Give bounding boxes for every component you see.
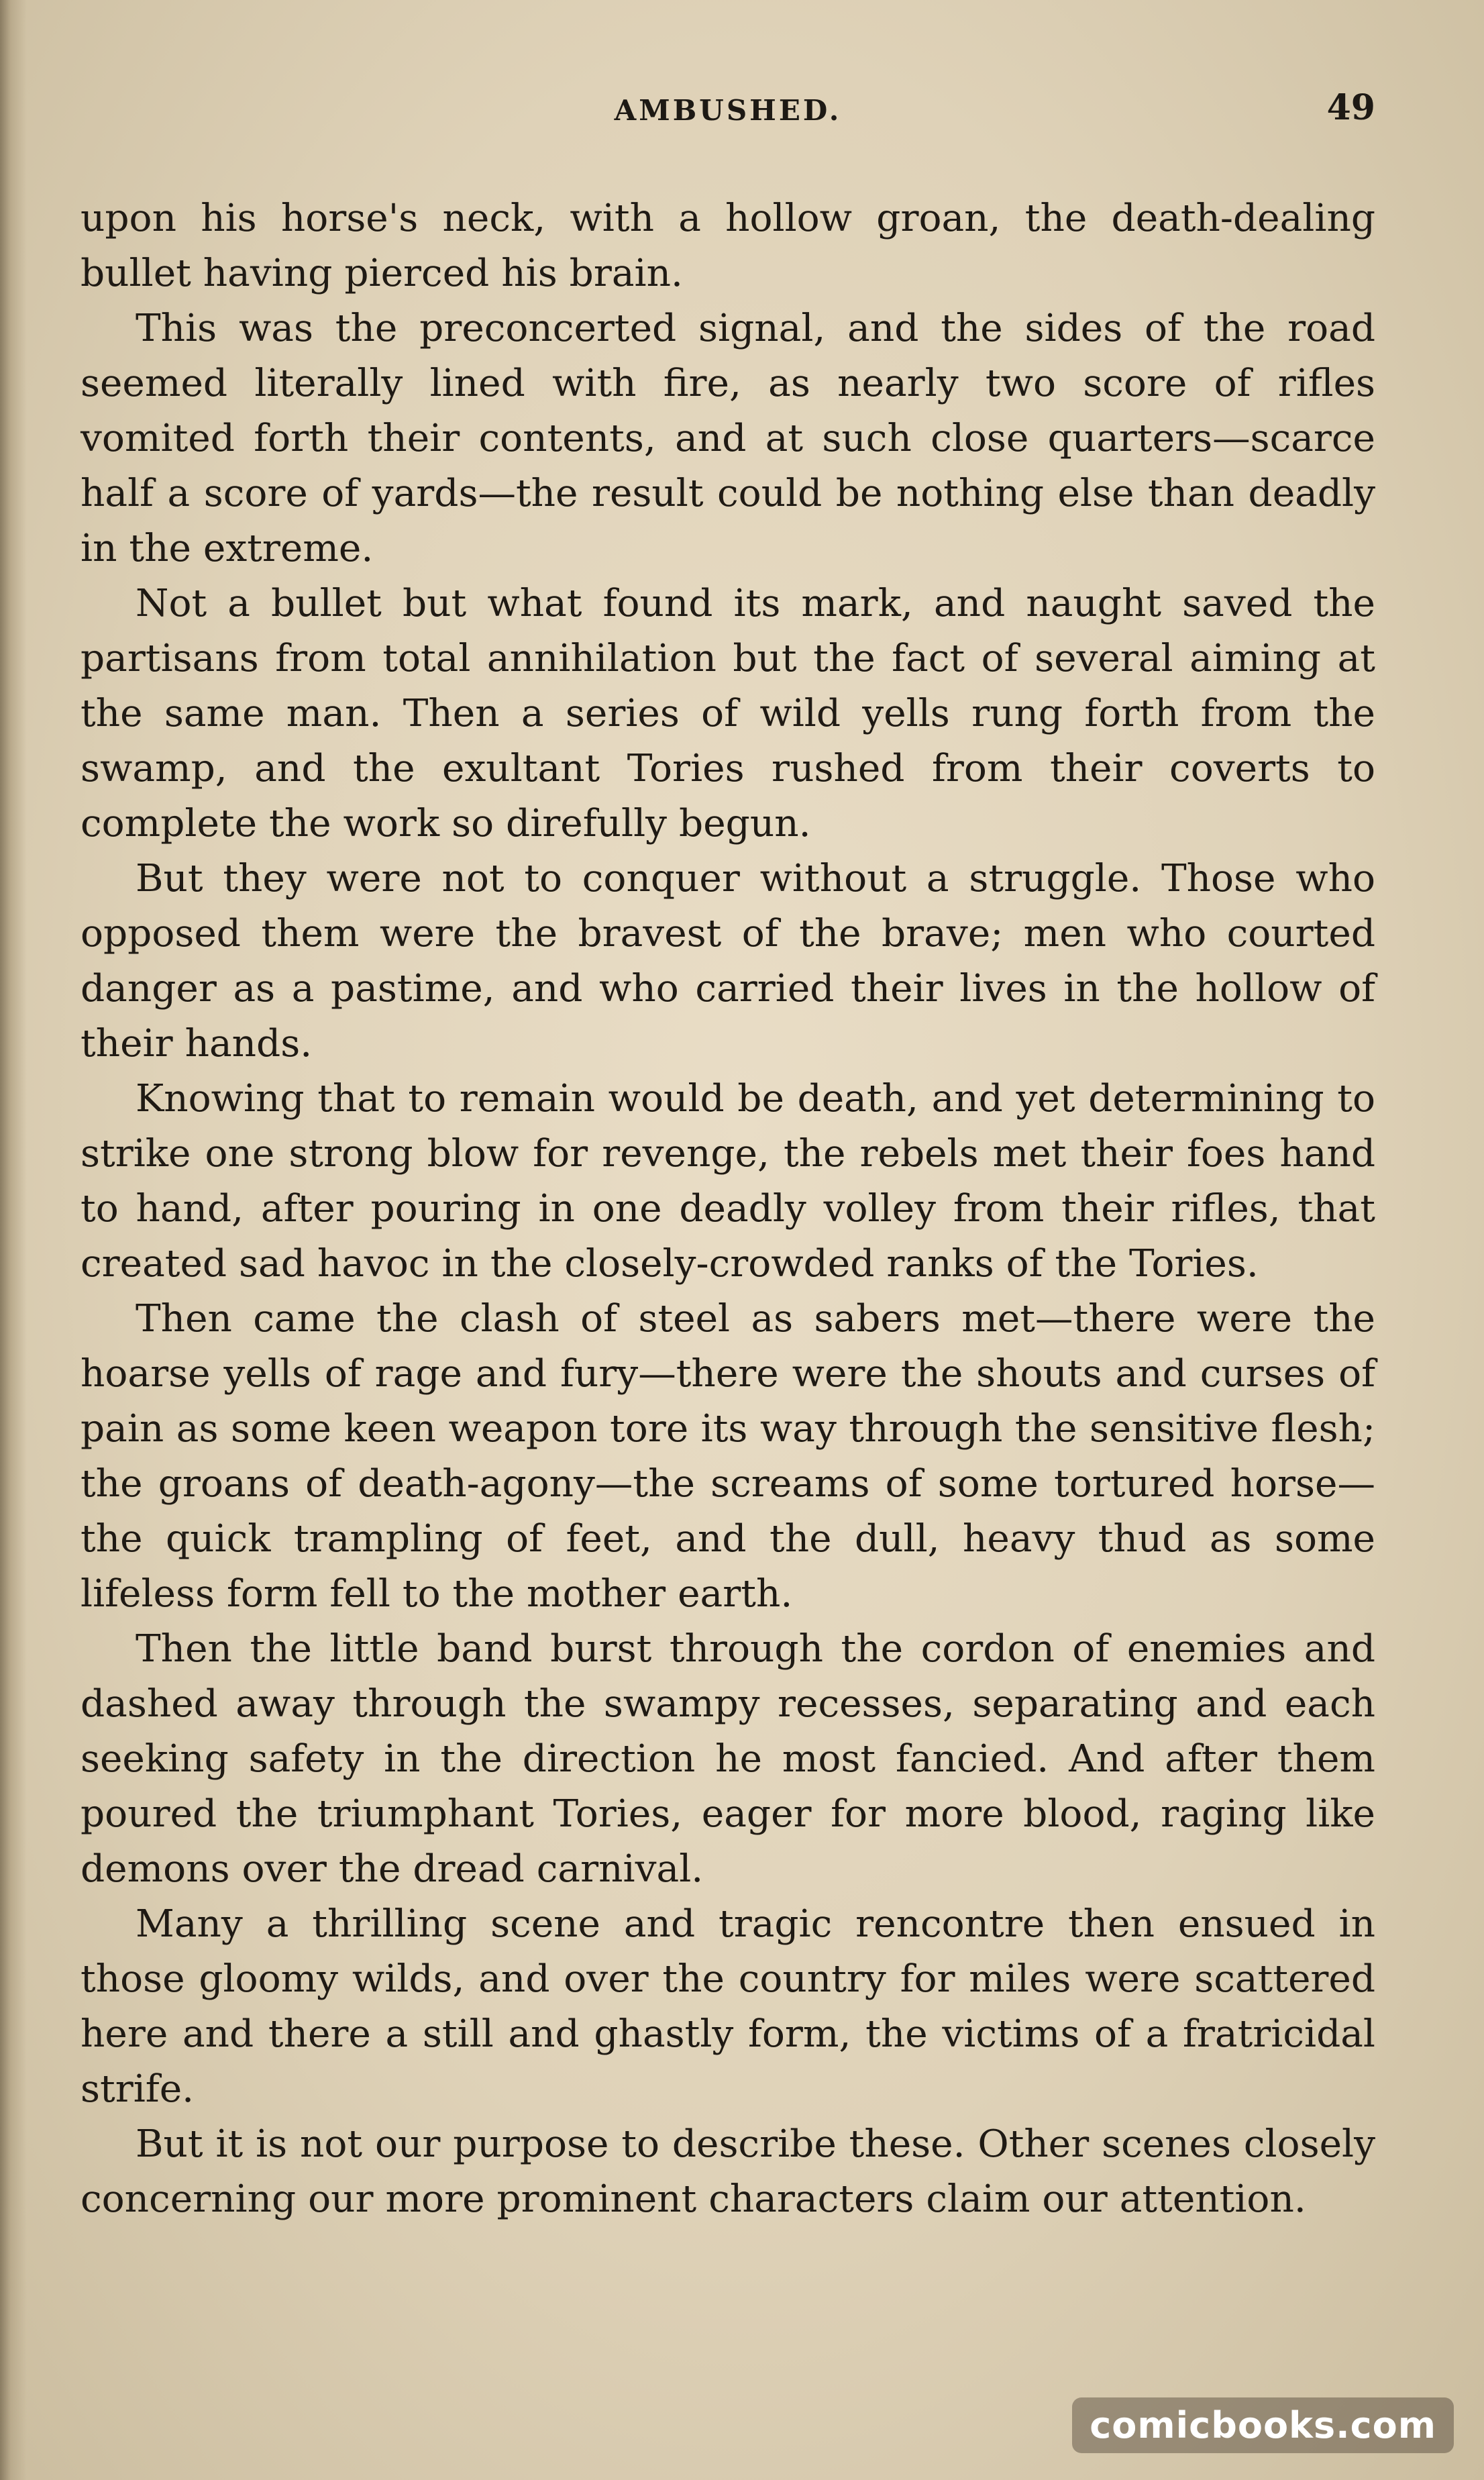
paragraph-4: But they were not to conquer without a struggle. Those who opposed them were the bravest of the brave; men who courted danger as a pastime, and who carried their lives in the hollow of their hands. — [81, 857, 1375, 1066]
page-number: 49 — [1326, 87, 1375, 128]
watermark: comicbooks.com — [1072, 2397, 1454, 2453]
paragraph-6: Then came the clash of steel as sabers met—there were the hoarse yells of rage and fury—there were the shouts and curses of pain as some keen weapon tore its way through the sensitive flesh; the groans of death-agony—the screams of some tortured horse—the quick trampling of feet, and the dull, heavy thud as some lifeless form fell to the mother earth. — [81, 1297, 1375, 1616]
paragraph-1: upon his horse's neck, with a hollow groan, the death-dealing bullet having pierced his brain. — [81, 197, 1375, 295]
paragraph-7: Then the little band burst through the cordon of enemies and dashed away through the swampy recesses, separating and each seeking safety in the direction he most fancied. And after them poured the triumphant Tories, eager for more blood, raging like demons over the dread carnival. — [81, 1627, 1375, 1891]
paragraph-9: But it is not our purpose to describe these. Other scenes closely concerning our more prominent characters claim our attention. — [81, 2122, 1375, 2221]
binding-shadow — [0, 0, 27, 2480]
body-text — [81, 191, 1375, 2227]
paragraph-3: Not a bullet but what found its mark, and naught saved the partisans from total annihilation but the fact of several aiming at the same man. Then a series of wild yells rung forth from the swamp, and the exultant Tories rushed from their coverts to complete the work so direfully begun. — [81, 582, 1375, 845]
paragraph-5: Knowing that to remain would be death, and yet determining to strike one strong blow for revenge, the rebels met their foes hand to hand, after pouring in one deadly volley from their rifles, that created sad havoc in the closely-crowded ranks of the Tories. — [81, 1077, 1375, 1286]
running-title: AMBUSHED. — [614, 94, 842, 127]
paragraph-2: This was the preconcerted signal, and the sides of the road seemed literally lined with fire, as nearly two score of rifles vomited forth their contents, and at such close quarters—scarce half a score of yards—the result could be nothing else than deadly in the extreme. — [81, 307, 1375, 570]
paragraph-8: Many a thrilling scene and tragic rencontre then ensued in those gloomy wilds, and over the country for miles were scattered here and there a still and ghastly form, the victims of a fratricidal strife. — [81, 1902, 1375, 2111]
running-head — [81, 87, 1375, 141]
